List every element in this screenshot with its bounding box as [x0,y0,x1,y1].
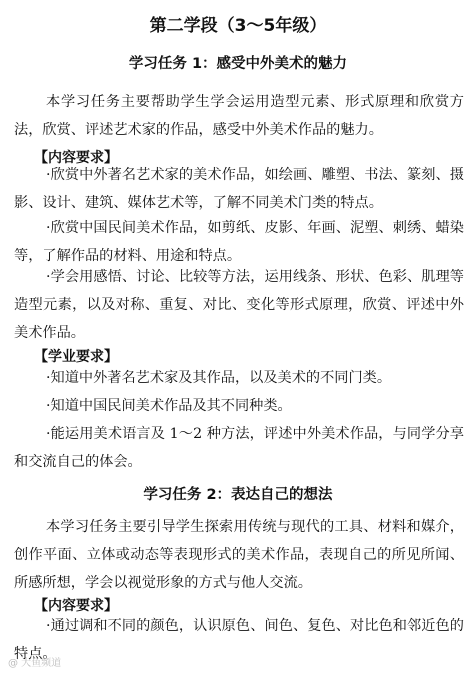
task1-content-item: ·学会用感悟、讨论、比较等方法，运用线条、形状、色彩、肌理等造型元素，以及对称、重复、对比、变化等形式原理，欣赏、评述中外美术作品。 [14,269,464,341]
task1-academic-label: 【学业要求】 [34,349,118,365]
task1-title: 学习任务 1：感受中外美术的魅力 [128,56,348,72]
page-title: 第二学段（3～5年级） [149,16,327,36]
task1-academic-item: ·知道中国民间美术作品及其不同种类。 [46,398,292,414]
task1-content-label: 【内容要求】 [34,150,118,166]
task1-academic-item: ·能运用美术语言及 1～2 种方法，评述中外美术作品，与同学分享和交流自己的体会。 [14,426,464,470]
watermark: @ 大鱼频道 [8,658,62,669]
task2-content-item: ·通过调和不同的颜色，认识原色、间色、复色、对比色和邻近色的特点。 [14,618,464,662]
task2-title: 学习任务 2：表达自己的想法 [143,487,333,503]
task1-content-item: ·欣赏中外著名艺术家的美术作品，如绘画、雕塑、书法、篆刻、摄影、设计、建筑、媒体艺术等，了解不同美术门类的特点。 [14,167,464,211]
task1-academic-item: ·知道中外著名艺术家及其作品，以及美术的不同门类。 [46,370,392,386]
task1-intro: 本学习任务主要帮助学生学会运用造型元素、形式原理和欣赏方法，欣赏、评述艺术家的作品，感受中外美术作品的魅力。 [14,94,464,138]
task2-content-label: 【内容要求】 [34,598,118,614]
task1-content-item: ·欣赏中国民间美术作品，如剪纸、皮影、年画、泥塑、刺绣、蜡染等，了解作品的材料、用途和特点。 [14,220,464,264]
task2-intro: 本学习任务主要引导学生探索用传统与现代的工具、材料和媒介，创作平面、立体或动态等表现形式的美术作品，表现自己的所见所闻、所感所想，学会以视觉形象的方式与他人交流。 [14,519,464,591]
